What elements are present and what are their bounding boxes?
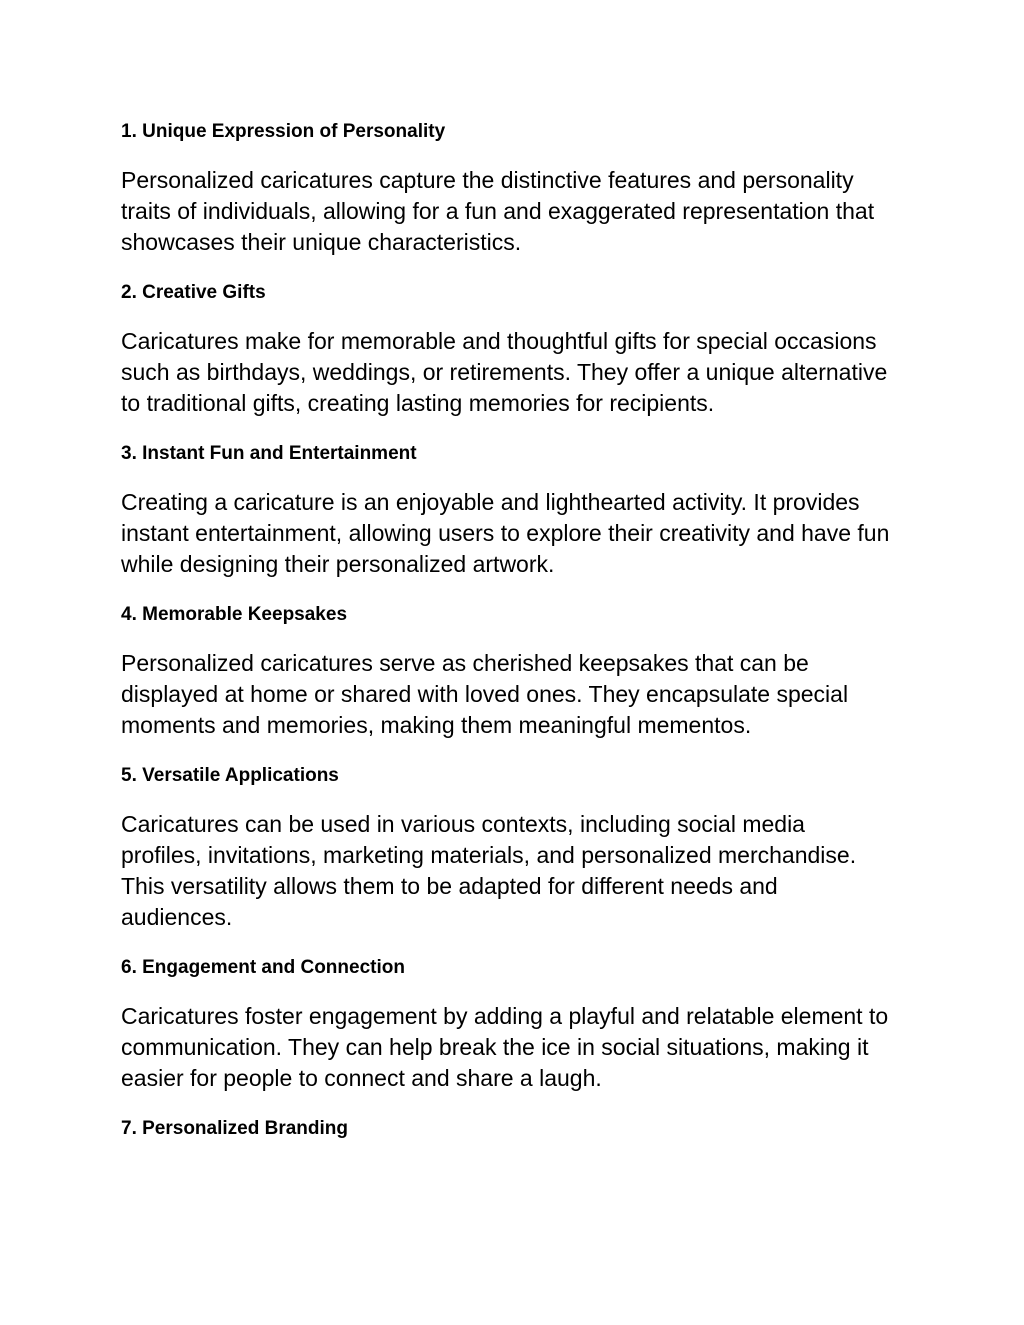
paragraph-line: showcases their unique characteristics. (121, 229, 522, 255)
paragraph-line: Caricatures foster engagement by adding a playful and relatable element to (121, 1003, 889, 1029)
paragraph-line: Caricatures make for memorable and thoughtful gifts for special occasions (121, 328, 877, 354)
section-paragraph-3 (121, 487, 921, 580)
paragraph-line: easier for people to connect and share a laugh. (121, 1065, 602, 1091)
section-heading-1: 1. Unique Expression of Personality (121, 121, 446, 142)
paragraph-line: traits of individuals, allowing for a fun and exaggerated representation that (121, 198, 875, 224)
paragraph-line: Personalized caricatures capture the distinctive features and personality (121, 167, 854, 193)
section-heading-7: 7. Personalized Branding (121, 1118, 348, 1139)
section-heading-5: 5. Versatile Applications (121, 765, 339, 786)
paragraph-line: Personalized caricatures serve as cherished keepsakes that can be (121, 650, 809, 676)
paragraph-line: audiences. (121, 904, 233, 930)
paragraph-line: to traditional gifts, creating lasting memories for recipients. (121, 390, 715, 416)
section-heading-2: 2. Creative Gifts (121, 282, 266, 303)
paragraph-line: instant entertainment, allowing users to explore their creativity and have fun (121, 520, 890, 546)
paragraph-line: such as birthdays, weddings, or retirements. They offer a unique alternative (121, 359, 888, 385)
section-paragraph-5 (121, 809, 921, 933)
paragraph-line: communication. They can help break the ice in social situations, making it (121, 1034, 869, 1060)
document-page (121, 118, 921, 1162)
paragraph-line: displayed at home or shared with loved ones. They encapsulate special (121, 681, 849, 707)
section-paragraph-1 (121, 165, 921, 258)
section-heading-3: 3. Instant Fun and Entertainment (121, 443, 417, 464)
section-paragraph-4 (121, 648, 921, 741)
paragraph-line: Caricatures can be used in various contexts, including social media (121, 811, 805, 837)
paragraph-line: moments and memories, making them meaningful mementos. (121, 712, 752, 738)
section-paragraph-2 (121, 326, 921, 419)
paragraph-line: profiles, invitations, marketing materials, and personalized merchandise. (121, 842, 857, 868)
paragraph-line: while designing their personalized artwork. (121, 551, 555, 577)
section-heading-4: 4. Memorable Keepsakes (121, 604, 348, 625)
paragraph-line: Creating a caricature is an enjoyable and lighthearted activity. It provides (121, 489, 860, 515)
paragraph-line: This versatility allows them to be adapted for different needs and (121, 873, 778, 899)
section-paragraph-6 (121, 1001, 921, 1094)
section-heading-6: 6. Engagement and Connection (121, 957, 405, 978)
